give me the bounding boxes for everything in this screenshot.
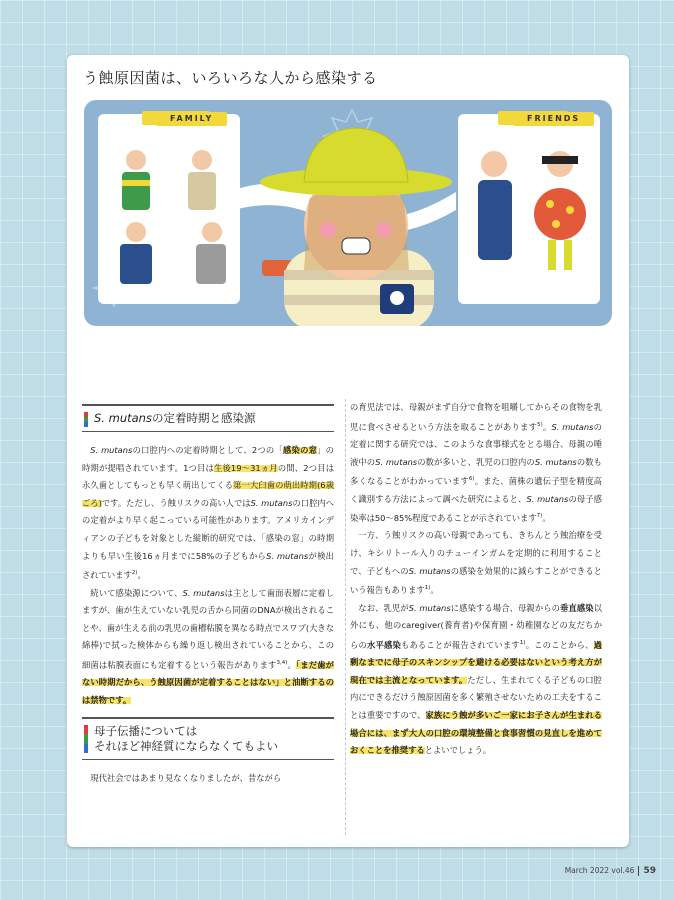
section-heading-2: 母子伝播については それほど神経質にならなくてもよい xyxy=(82,717,334,760)
heading-color-bar xyxy=(84,412,88,427)
friends-label: FRIENDS xyxy=(513,112,594,126)
page xyxy=(67,55,629,847)
left-column xyxy=(82,404,334,788)
paragraph: 一方、う蝕リスクの高い母親であっても、きちんとう蝕治療を受け、キシリトール入りのチューインガムを定期的に利用することで、子どもへのS. mutansの感染を効果的に減らすことができるという報告もあります$^{1)}$。 xyxy=(350,530,602,595)
column-divider xyxy=(345,399,346,835)
illustration-art xyxy=(84,100,612,326)
heading-color-bar xyxy=(84,725,88,753)
paragraph: S. mutansの口腔内への定着時期として、2つの「感染の窓」の時期が提唱されています。1つ目は生後19〜31ヵ月の間、2つ目は永久歯としてもっとも早く萌出してくる第一大臼歯の萌出時期(6歳ごろ)です。ただし、う蝕リスクの高い人ではS. mutansの口腔内への定着がより早く起こっている可能性があります。アメリカインディアンの子どもを対象とした縦断的研究では、「感染の窓」の時期よりも早い生後16ヵ月までに58%の子どもからS. mutansが検出されています$^{2)}$。 xyxy=(82,445,334,580)
paragraph: 続いて感染源について、S. mutansは主として歯面表層に定着しますが、歯が生えていない乳児の舌から同菌のDNAが検出されることや、歯が生える前の乳児の歯槽粘膜を異なる時点でスワブ(大きな綿棒)で拭った検体からも繰り返し検出されていることから、この細菌は粘膜表面にも定着するという報告があります$^{3,4)}$。「まだ歯がない時期だから、う蝕原因菌が定着することはない」と油断するのは禁物です。 xyxy=(82,587,334,705)
page-number: 59 xyxy=(638,866,656,876)
paragraph: の育児法では、母親がまず自分で食物を咀嚼してからその食物を乳児に食べさせるという方法を取ることがあります$^{5)}$。S. mutansの定着に関する研究では、このような食事様式をとる場合、母親の唾液中のS. mutansの数が多いと、乳児の口腔内のS. mutansの数も多くなることがわかっています$^{6)}$。また、菌株の遺伝子型を精度高く識別する方法によって調べた研究によると、S. mutansの母子感染率は50〜85%程度であることが示されています$^{7)}$。 xyxy=(350,402,602,523)
page-title: う蝕原因菌は、いろいろな人から感染する xyxy=(83,69,378,87)
child-figure xyxy=(260,128,452,326)
paragraph: なお、乳児がS. mutansに感染する場合、母親からの垂直感染以外にも、他のcaregiver(養育者)や保育園・幼稚園などの友だちからの水平感染もあることが報告されています$^{1)}$。このことから、過剰なまでに母子のスキンシップを避ける必要はないという考え方が現在では主流となっています。ただし、生まれてくる子どもの口腔内にできるだけう蝕原因菌を多く繁殖させないための工夫をすることは重要ですので、家族にう蝕が多いご一家にお子さんが生まれる場合には、まず大人の口腔の環境整備と食事習慣の見直しを進めておくことを推奨するとよいでしょう。 xyxy=(350,602,602,756)
right-column xyxy=(350,399,602,760)
illustration xyxy=(84,100,612,326)
paragraph: 現代社会ではあまり見なくなりましたが、昔ながら xyxy=(90,773,282,784)
family-label: FAMILY xyxy=(156,112,227,126)
issue-label: March 2022 vol.46 xyxy=(564,866,635,875)
section-heading-1: S. mutansの定着時期と感染源 xyxy=(82,404,334,432)
page-footer xyxy=(565,866,656,876)
